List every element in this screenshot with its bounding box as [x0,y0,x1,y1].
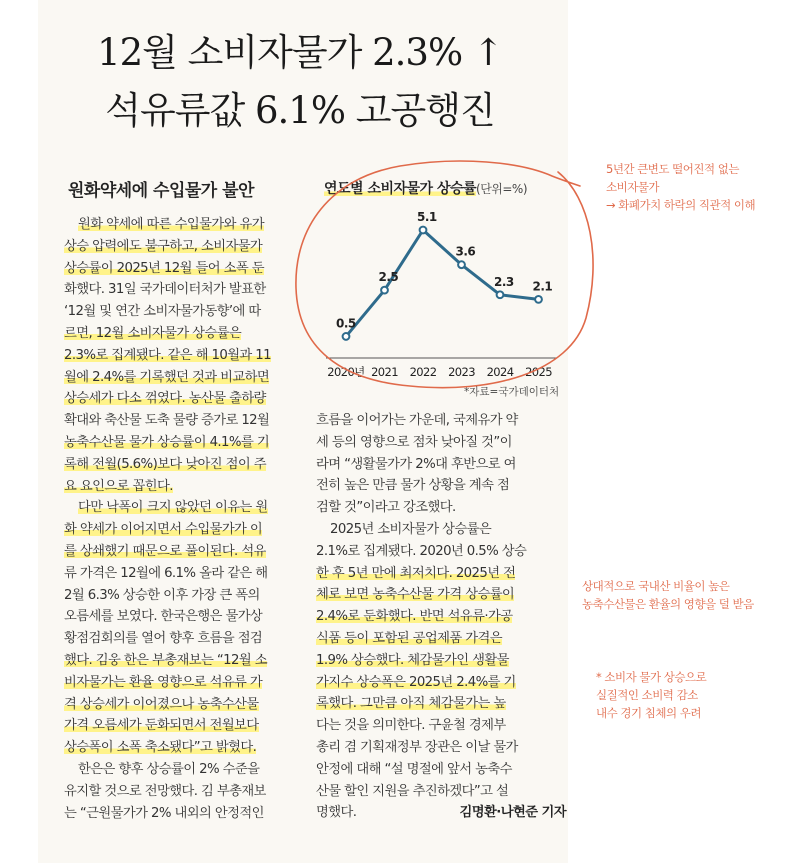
highlighted-text: 요 요인으로 꼽힌다. [64,478,173,494]
article-line [316,475,566,497]
line-text: 2월 6.3% 상승한 이후 가장 큰 폭의 [64,587,260,603]
article-line [316,519,566,541]
article-line [64,345,310,367]
highlighted-text: 2.4%로 둔화했다. 반면 석유류·가공 [316,609,513,625]
article-line [64,781,310,803]
highlighted-text: 상승 압력에도 불구하고, 소비자물가 [64,238,263,254]
line-text: 확대와 축산물 도축 물량 증가로 12월 [64,413,270,429]
x-tick-label: 2023 [448,365,475,379]
article-line [64,672,310,694]
article-line [316,563,566,585]
article-line [64,628,310,650]
headline-line-2: 석유류값 6.1% 고공행진 [105,89,495,132]
article-line [316,497,566,519]
line-text: 2025년 소비자물가 상승률은 [330,521,492,537]
article-right-column [316,410,566,824]
article-line [316,584,566,606]
article-line [64,563,310,585]
chart-source: *자료=국가데이터처 [464,386,560,398]
line-text: 명했다. [316,805,357,821]
note-line: → 화폐가치 하락의 직관적 이해 [606,198,756,212]
highlighted-text: 록해 전월(5.6%)보다 낮아진 점이 주 [64,456,267,472]
handwritten-note-2 [582,577,792,613]
highlighted-text: 가지수 상승폭은 2025년 2.4%를 기 [316,674,516,690]
highlighted-text: 격 상승세가 이어졌으나 농축수산물 [64,696,259,712]
line-text: 라며 “생활물가가 2%대 후반으로 여 [316,456,516,472]
note-line: 내수 경기 침체의 우려 [596,706,701,720]
article-line [64,323,310,345]
note-line: 농축수산물은 환율의 영향을 덜 받음 [582,597,754,611]
line-text: 검할 것”이라고 강조했다. [316,500,456,516]
highlighted-text: 상승세가 다소 꺾였다. 농산물 출하량 [64,391,266,407]
article-line [316,672,566,694]
article-line [64,432,310,454]
note-line: 상대적으로 국내산 비율이 높은 [582,579,730,593]
line-text: 화했다. 31일 국가데이터처가 발표한 [64,282,266,298]
article-line [316,759,566,781]
article-line [316,541,566,563]
data-label: 2.1 [532,279,553,294]
line-text: 다는 것을 의미한다. 구윤철 경제부 [316,718,506,734]
data-label: 0.5 [336,316,356,331]
x-tick-label: 2024 [486,365,514,379]
article-line [316,628,566,650]
line-text: ‘12월 및 연간 소비자물가동향’에 따 [64,304,261,320]
handwritten-note-3 [596,668,796,722]
article-line [64,541,310,563]
line-text: 총리 겸 기획재정부 장관은 이날 물가 [316,739,518,755]
line-text: 류 가격은 12월에 6.1% 올라 같은 해 [64,565,268,581]
note-line: 실질적인 소비력 감소 [596,688,698,702]
line-text: 는 “근원물가가 2% 내외의 안정적인 [64,805,264,821]
article-line [64,367,310,389]
article-line [64,585,310,607]
handwritten-note-1 [606,160,796,214]
data-label: 2.3 [494,274,514,289]
article-line [316,432,566,454]
line-text: 전히 높은 만큼 물가 상황을 계속 점 [316,478,510,494]
highlighted-text: 한 후 5년 만에 최저치다. 2025년 전 [316,565,516,581]
x-tick-label: 2022 [409,365,437,379]
article-left-column [64,214,310,824]
x-tick-label: 2025 [525,365,552,379]
note-line: * 소비자 물가 상승으로 [596,670,707,684]
article-line [64,258,310,280]
article-line [64,301,310,323]
subheadline: 원화약세에 수입물가 불안 [68,181,254,201]
highlighted-text: 를 상쇄했기 때문으로 풀이된다. 석유 [64,543,266,559]
line-text: 2.1%로 집계됐다. 2020년 0.5% 상승 [316,543,527,559]
line-text: 한은은 향후 상승률이 2% 수준을 [78,761,260,777]
article-line [64,606,310,628]
article-line [64,454,310,476]
x-tick-label: 2021 [371,365,398,379]
data-label: 3.6 [455,244,476,259]
x-tick-label: 2020년 [327,365,365,379]
article-line [316,693,566,715]
article-line [316,781,566,803]
data-label: 2.5 [378,270,399,285]
note-line: 5년간 큰변도 떨어진적 없는 [606,162,739,176]
margin-area [568,0,800,863]
byline: 김명환·나현준 기자 [459,805,566,821]
chart-title: 연도별 소비자물가 상승률 [324,181,477,197]
article-line [64,236,310,258]
line-text: 안정에 대해 “설 명절에 앞서 농축수 [316,761,512,777]
article-line [316,737,566,759]
highlighted-text: 원화 약세에 따른 수입물가와 유가 [78,217,264,232]
article-line [316,715,566,737]
article-line [64,519,310,541]
article-line [316,410,566,432]
article-line [64,803,310,825]
highlighted-text: 1.9% 상승했다. 체감물가인 생활물 [316,652,509,668]
highlighted-text: 식품 등이 포함된 공업제품 가격은 [316,630,502,646]
article-line [64,497,310,519]
article-line [64,737,310,759]
highlighted-text: 다만 낙폭이 크지 않았던 이유는 원 [78,500,268,516]
article-line [64,476,310,498]
highlighted-text: 월에 2.4%를 기록했던 것과 비교하면 [64,369,270,385]
highlighted-text: 가격 오름세가 둔화되면서 전월보다 [64,718,259,734]
highlighted-text: 체로 보면 농축수산물 가격 상승률이 [316,587,515,603]
article-line [64,388,310,410]
article-line [316,454,566,476]
line-text: 흐름을 이어가는 가운데, 국제유가 약 [316,413,518,428]
highlighted-text: 록했다. 그만큼 아직 체감물가는 높 [316,696,506,712]
line-text: 유지할 것으로 전망했다. 김 부총재보 [64,783,266,799]
highlighted-text: 했다. 김웅 한은 부총재보는 “12월 소 [64,652,267,668]
article-line [64,279,310,301]
line-text: 세 등의 영향으로 점차 낮아질 것”이 [316,434,512,450]
highlighted-text: 화 약세가 이어지면서 수입물가가 이 [64,522,263,538]
chart-unit: (단위=%) [476,182,528,196]
article-line [64,715,310,737]
line-text: 황점검회의를 열어 향후 흐름을 점검 [64,631,263,647]
data-label: 5.1 [417,210,437,224]
article-line [316,606,566,628]
highlighted-text: 상승폭이 소폭 축소됐다”고 밝혔다. [64,740,257,756]
highlighted-text: 르면, 12월 소비자물가 상승률은 [64,325,242,341]
note-line: 소비자물가 [606,180,660,194]
highlighted-text: 상승률이 2025년 12월 들어 소폭 둔 [64,260,264,276]
line-text: 오름세를 보였다. 한국은행은 물가상 [64,609,263,625]
hand-drawn-circle [290,158,610,398]
line-text: 산물 할인 지원을 추진하겠다”고 설 [316,783,509,799]
headline-line-1: 12월 소비자물가 2.3% ↑ [97,31,503,74]
article-line [64,410,310,432]
highlighted-text: 농축수산물 물가 상승률이 4.1%를 기 [64,434,270,450]
article-line [316,650,566,672]
article-line [64,759,310,781]
article-line [316,802,566,824]
article-line [64,694,310,716]
article-line [64,650,310,672]
highlighted-text: 2.3%로 집계됐다. 같은 해 10월과 11 [64,347,272,363]
highlighted-text: 비자물가는 환율 영향으로 석유류 가 [64,674,263,690]
article-line [64,214,310,236]
